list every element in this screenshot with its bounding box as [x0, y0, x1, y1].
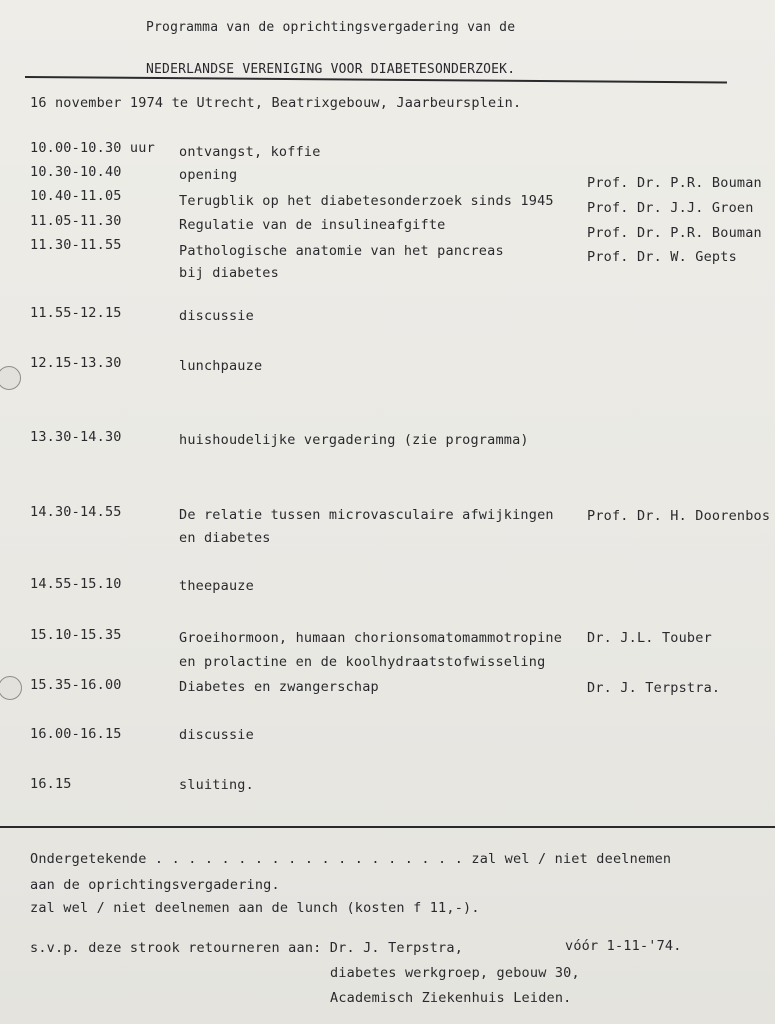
row-topic: De relatie tussen microvasculaire afwijkingen [179, 507, 554, 523]
row-time: 11.55-12.15 [30, 305, 122, 321]
row-speaker: Prof. Dr. W. Gepts [587, 249, 737, 265]
row-time: 15.35-16.00 [30, 677, 122, 693]
header-line-2: NEDERLANDSE VERENIGING VOOR DIABETESONDERZOEK. [146, 62, 516, 77]
row-time: 13.30-14.30 [30, 429, 122, 445]
row-time: 16.15 [30, 776, 72, 792]
row-topic: Terugblik op het diabetesonderzoek sinds 1945 [179, 193, 554, 209]
row-time: 10.30-10.40 [30, 164, 122, 180]
meeting-date-location: 16 november 1974 te Utrecht, Beatrixgebouw, Jaarbeursplein. [30, 95, 522, 111]
tear-off-rule [0, 826, 775, 828]
row-time: 16.00-16.15 [30, 726, 122, 742]
row-topic: ontvangst, koffie [179, 144, 321, 160]
row-topic: en prolactine en de koolhydraatstofwisseling [179, 654, 546, 670]
footer-line-2: aan de oprichtingsvergadering. [30, 877, 280, 893]
footer-return-line: s.v.p. deze strook retourneren aan: Dr. J. Terpstra, [30, 940, 464, 956]
row-time: 11.30-11.55 [30, 237, 122, 253]
punch-hole [0, 676, 22, 700]
row-topic: Regulatie van de insulineafgifte [179, 217, 446, 233]
row-topic: theepauze [179, 578, 254, 594]
row-time: 12.15-13.30 [30, 355, 122, 371]
row-time: 14.55-15.10 [30, 576, 122, 592]
row-speaker: Prof. Dr. J.J. Groen [587, 200, 754, 216]
footer-deadline: vóór 1-11-'74. [565, 938, 682, 954]
row-time: 14.30-14.55 [30, 504, 122, 520]
row-speaker: Dr. J. Terpstra. [587, 680, 721, 696]
row-topic: sluiting. [179, 777, 254, 793]
row-speaker: Prof. Dr. P.R. Bouman [587, 225, 762, 241]
row-topic: Diabetes en zwangerschap [179, 679, 379, 695]
row-topic: Pathologische anatomie van het pancreas [179, 243, 504, 259]
header-rule [25, 76, 727, 84]
row-time: 10.00-10.30 uur [30, 140, 155, 156]
row-time: 15.10-15.35 [30, 627, 122, 643]
footer-lunch-line: zal wel / niet deelnemen aan de lunch (kosten f 11,-). [30, 900, 480, 916]
row-topic: discussie [179, 308, 254, 324]
row-topic: huishoudelijke vergadering (zie programma) [179, 432, 529, 448]
row-speaker: Prof. Dr. P.R. Bouman [587, 175, 762, 191]
footer-address-line-1: diabetes werkgroep, gebouw 30, [330, 965, 580, 981]
row-speaker: Prof. Dr. H. Doorenbos [587, 508, 771, 524]
footer-address-line-2: Academisch Ziekenhuis Leiden. [330, 990, 572, 1006]
row-topic: lunchpauze [179, 358, 263, 374]
row-topic: opening [179, 167, 238, 183]
row-topic: bij diabetes [179, 265, 279, 281]
row-topic: en diabetes [179, 530, 271, 546]
row-time: 11.05-11.30 [30, 213, 122, 229]
footer-signature-line: Ondergetekende . . . . . . . . . . . . . . . . . . . zal wel / niet deelnemen [30, 851, 672, 867]
punch-hole [0, 366, 21, 390]
row-topic: discussie [179, 727, 254, 743]
header-line-1: Programma van de oprichtingsvergadering van de [146, 20, 516, 35]
row-topic: Groeihormoon, humaan chorionsomatomammotropine [179, 630, 563, 646]
row-speaker: Dr. J.L. Touber [587, 630, 712, 646]
row-time: 10.40-11.05 [30, 188, 122, 204]
